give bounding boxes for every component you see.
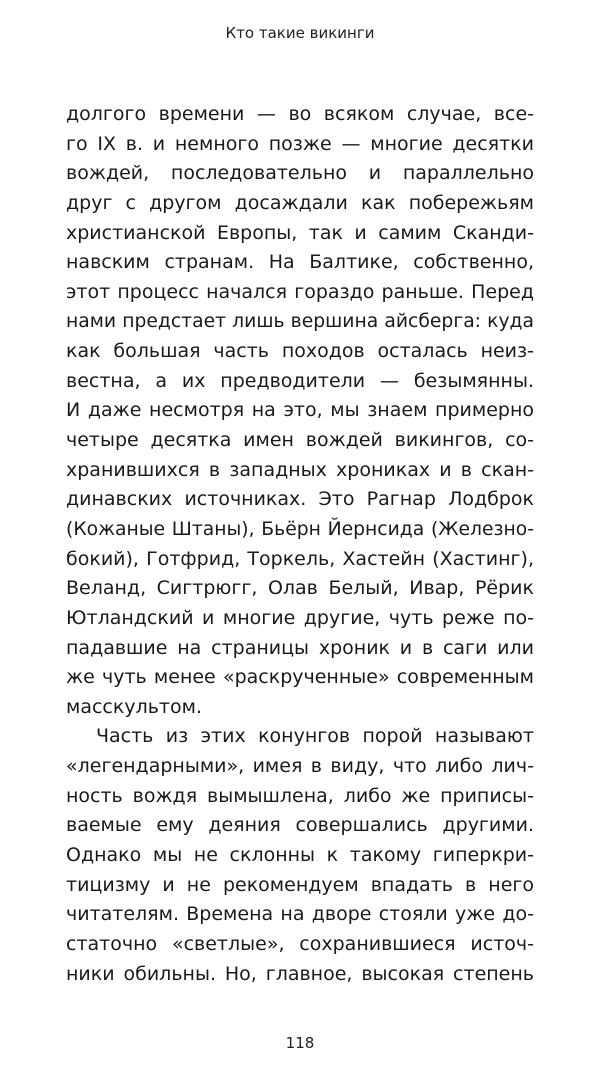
text-line: христианской Европы, так и самим Сканди- [66,221,534,244]
text-line: Ютландский и многие другие, чуть реже по- [66,606,534,629]
body-text [66,100,534,989]
text-line: го IX в. и немного позже — многие десятки [66,132,534,155]
text-line: как большая часть походов осталась неиз- [66,340,534,363]
text-line: динавских источниках. Это Рагнар Лодброк [66,488,534,511]
text-line: долгого времени — во всяком случае, все- [66,103,534,125]
text-line: «легендарными», имея в виду, что либо лич- [66,755,534,778]
text-line: масскультом. [66,695,202,718]
paragraph-2 [66,722,534,989]
text-line: падавшие на страницы хроник и в саги или [66,636,534,659]
text-line: друг с другом досаждали как побережьям [66,191,534,214]
text-line: же чуть менее «раскрученные» современным [66,666,534,689]
text-line: Веланд, Сигтрюгг, Олав Белый, Ивар, Рёрик [66,577,534,600]
text-line: нами предстает лишь вершина айсберга: куда [66,311,534,333]
text-line: бокий), Готфрид, Торкель, Хастейн (Хастинг), [66,547,534,570]
text-line: статочно «светлые», сохранившиеся источ- [66,932,534,955]
text-line: читателям. Времена на дворе стояли уже до- [66,903,534,926]
text-line: (Кожаные Штаны), Бьёрн Йернсида (Железно- [66,518,534,540]
paragraph-1 [66,100,534,722]
text-line: Часть из этих конунгов порой называют [96,725,534,748]
text-line: четыре десятка имен вождей викингов, со- [66,429,534,452]
text-line: И даже несмотря на это, мы знаем примерно [66,399,534,422]
text-line: этот процесс начался гораздо раньше. Перед [66,280,534,303]
text-line: навским странам. На Балтике, собственно, [66,251,534,274]
text-line: ники обильны. Но, главное, высокая степень [66,962,534,985]
text-line: вождей, последовательно и параллельно [66,162,534,185]
text-line: ность вождя вымышлена, либо же приписы- [66,784,534,807]
text-line: хранившихся в западных хрониках и в скан- [66,458,534,481]
text-line: тицизму и не рекомендуем впадать в него [66,873,534,896]
text-line: Однако мы не склонны к такому гиперкри- [66,844,534,867]
text-line: вестна, а их предводители — безымянны. [66,369,534,392]
page-number: 118 [285,1034,315,1052]
text-line: ваемые ему деяния совершались другими. [66,814,534,837]
running-head: Кто такие викинги [225,24,375,42]
